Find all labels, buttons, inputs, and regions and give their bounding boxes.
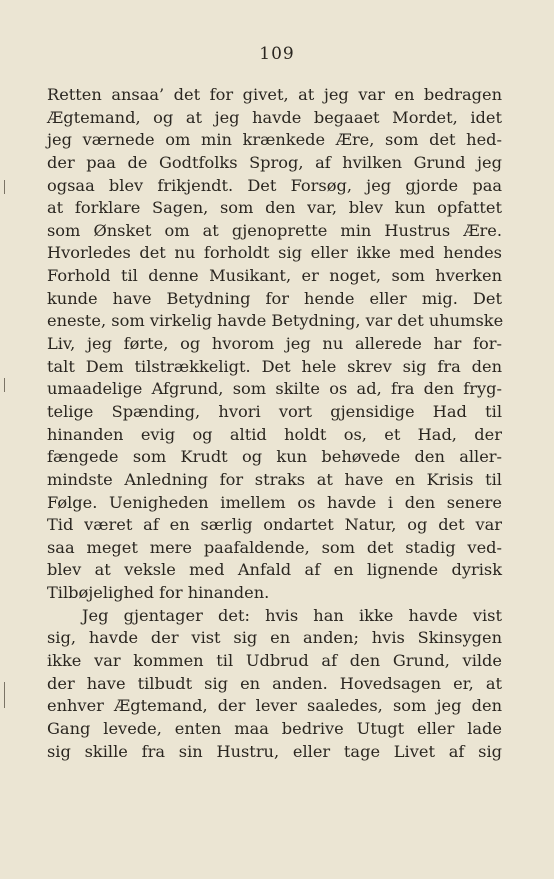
text-line: Følge. Uenigheden imellem os havde i den senere xyxy=(47,492,502,512)
text-line: mindste Anledning for straks at have en Krisis til xyxy=(47,469,502,489)
text-line: blev at veksle med Anfald af en lignende dyrisk xyxy=(47,560,502,580)
text-line: talt Dem tilstrækkeligt. Det hele skrev sig fra den xyxy=(47,356,502,376)
text-line: sig skille fra sin Hustru, eller tage Livet af sig xyxy=(47,741,502,761)
text-line: Retten ansaa’ det for givet, at jeg var en bedragen xyxy=(47,85,502,104)
text-line: Forhold til denne Musikant, er noget, som hverken xyxy=(47,266,502,286)
text-line: Gang levede, enten maa bedrive Utugt eller lade xyxy=(47,718,502,738)
margin-mark xyxy=(4,378,5,392)
text-line: at forklare Sagen, som den var, blev kun opfattet xyxy=(47,198,502,218)
text-line: Jeg gjentager det: hvis han ikke havde vist xyxy=(82,605,502,625)
text-line: enhver Ægtemand, der lever saaledes, som jeg den xyxy=(47,696,502,716)
text-line: der paa de Godtfolks Sprog, af hvilken Grund jeg xyxy=(47,152,502,172)
text-line: Ægtemand, og at jeg havde begaaet Mordet, idet xyxy=(47,107,502,127)
text-line: Liv, jeg førte, og hvorom jeg nu allerede har for- xyxy=(47,334,502,354)
text-line: som Ønsket om at gjenoprette min Hustrus Ære. xyxy=(47,220,502,240)
text-line: Hvorledes det nu forholdt sig eller ikke med hendes xyxy=(47,243,502,263)
page-number: 109 xyxy=(259,44,295,64)
text-line: kunde have Betydning for hende eller mig. Det xyxy=(47,288,502,308)
margin-mark xyxy=(4,682,5,708)
text-line: jeg værnede om min krænkede Ære, som det hed- xyxy=(47,130,502,150)
text-line: telige Spænding, hvori vort gjensidige Had til xyxy=(47,401,502,421)
text-line: sig, havde der vist sig en anden; hvis Skinsygen xyxy=(47,628,502,648)
text-line: umaadelige Afgrund, som skilte os ad, fra den fryg- xyxy=(47,379,502,399)
margin-mark xyxy=(4,180,5,194)
text-line: der have tilbudt sig en anden. Hovedsagen er, at xyxy=(47,673,502,693)
text-line: hinanden evig og altid holdt os, et Had, der xyxy=(47,424,502,444)
text-line: saa meget mere paafaldende, som det stadig ved- xyxy=(47,537,502,557)
body-text xyxy=(47,84,502,763)
text-line: Tid været af en særlig ondartet Natur, og det var xyxy=(47,515,502,535)
text-line: eneste, som virkelig havde Betydning, var det uhumske xyxy=(47,311,504,331)
text-line: Tilbøjelighed for hinanden. xyxy=(47,583,270,603)
text-line: ikke var kommen til Udbrud af den Grund, vilde xyxy=(47,651,502,671)
text-line: fængede som Krudt og kun behøvede den aller- xyxy=(47,447,502,467)
text-line: ogsaa blev frikjendt. Det Forsøg, jeg gjorde paa xyxy=(47,175,502,195)
